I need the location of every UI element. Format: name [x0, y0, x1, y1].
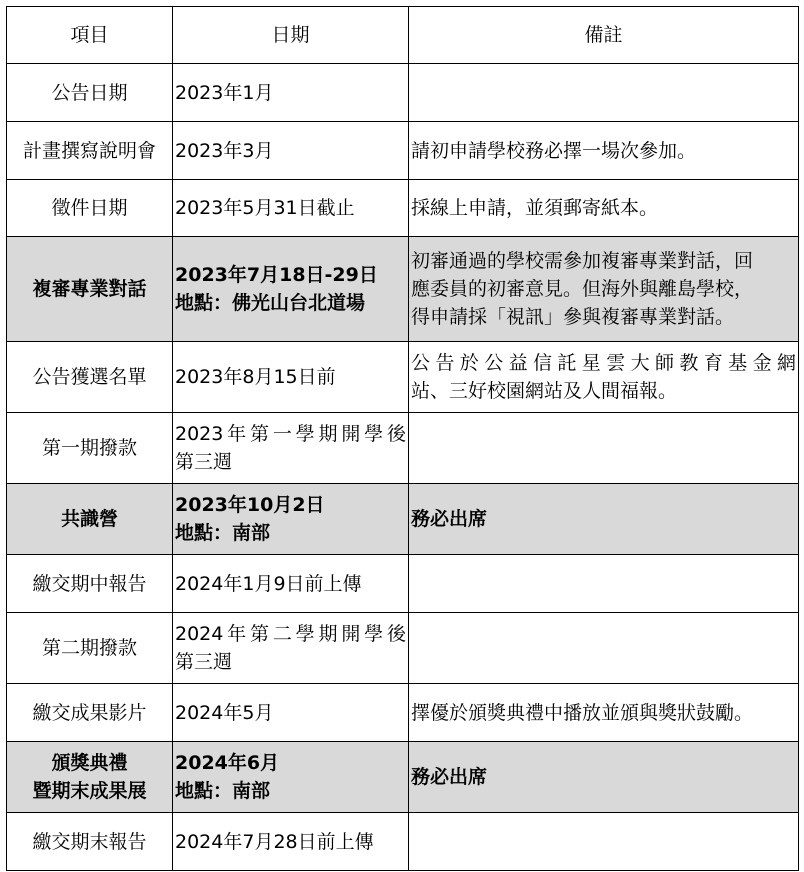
date-cell [173, 122, 409, 180]
date-cell [173, 64, 409, 122]
item-cell-line: 繳交成果影片 [32, 701, 147, 724]
note-cell-line: 初審通過的學校需參加複審專業對話，回 [411, 250, 754, 272]
item-cell-line: 暨期末成果展 [32, 780, 147, 802]
note-cell [409, 122, 799, 180]
note-cell [409, 684, 799, 742]
note-cell [409, 180, 799, 237]
date-cell [173, 342, 409, 413]
date-cell [173, 555, 409, 613]
header-note: 備註 [409, 7, 799, 64]
note-cell-line: 請初申請學校務必擇一場次參加。 [411, 139, 697, 162]
date-cell [173, 613, 409, 684]
note-cell [409, 555, 799, 613]
date-cell [173, 684, 409, 742]
date-cell-line: 地點：佛光山台北道場 [175, 292, 366, 314]
item-cell-line: 第二期撥款 [41, 637, 137, 659]
item-cell-line: 徵件日期 [51, 197, 128, 219]
item-cell [7, 555, 173, 613]
item-cell-line: 頒獎典禮 [51, 752, 128, 774]
table-header-row [7, 7, 799, 64]
date-cell [173, 813, 409, 871]
header-date: 日期 [173, 7, 409, 64]
item-cell [7, 813, 173, 871]
table-row [7, 413, 799, 484]
table-row [7, 813, 799, 871]
header-item: 項目 [7, 7, 173, 64]
date-cell-line: 第三週 [175, 651, 233, 673]
item-cell-line: 共識營 [60, 508, 118, 530]
note-cell [409, 742, 799, 813]
note-cell-line: 務必出席 [411, 766, 488, 788]
date-cell-line: 地點：南部 [175, 522, 271, 544]
item-cell [7, 742, 173, 813]
table-row [7, 555, 799, 613]
table-row [7, 342, 799, 413]
date-cell-line: 2024年6月 [175, 752, 280, 774]
date-cell-line: 2024年7月28日前上傳 [175, 830, 374, 853]
date-cell-line: 2024年第二學期開學後 [175, 623, 406, 645]
table-row [7, 64, 799, 122]
table-row [7, 237, 799, 342]
item-cell-line: 計畫撰寫說明會 [22, 139, 156, 162]
item-cell [7, 64, 173, 122]
date-cell [173, 484, 409, 555]
date-cell [173, 237, 409, 342]
item-cell [7, 237, 173, 342]
note-cell [409, 237, 799, 342]
table-row [7, 484, 799, 555]
date-cell-line: 2023年7月18日-29日 [175, 264, 378, 286]
date-cell-line: 2024年1月9日前上傳 [175, 572, 362, 595]
date-cell [173, 413, 409, 484]
item-cell [7, 484, 173, 555]
note-cell [409, 413, 799, 484]
note-cell-line: 公告於公益信託星雲大師教育基金網 [411, 352, 796, 374]
item-cell [7, 684, 173, 742]
note-cell [409, 64, 799, 122]
note-cell-line: 採線上申請，並須郵寄紙本。 [411, 197, 659, 219]
date-cell-line: 第三週 [175, 451, 233, 473]
date-cell-line: 2023年10月2日 [175, 494, 325, 516]
item-cell [7, 342, 173, 413]
item-cell [7, 122, 173, 180]
item-cell-line: 繳交期末報告 [32, 830, 147, 853]
note-cell-line: 務必出席 [411, 508, 488, 530]
table-row [7, 180, 799, 237]
date-cell-line: 2023年第一學期開學後 [175, 423, 406, 445]
table-row [7, 684, 799, 742]
item-cell-line: 複審專業對話 [32, 278, 147, 300]
date-cell-line: 2023年8月15日前 [175, 366, 336, 388]
item-cell [7, 613, 173, 684]
item-cell-line: 繳交期中報告 [32, 572, 147, 595]
item-cell-line: 公告日期 [51, 81, 128, 104]
note-cell [409, 484, 799, 555]
note-cell [409, 342, 799, 413]
date-cell-line: 2023年1月 [175, 81, 274, 104]
item-cell [7, 180, 173, 237]
table-row [7, 742, 799, 813]
note-cell-line: 得申請採「視訊」參與複審專業對話。 [411, 306, 735, 328]
date-cell-line: 2023年3月 [175, 139, 274, 162]
table-row [7, 613, 799, 684]
item-cell-line: 公告獲選名單 [32, 366, 147, 388]
date-cell-line: 2024年5月 [175, 701, 274, 724]
date-cell-line: 2023年5月31日截止 [175, 197, 355, 219]
schedule-table [6, 6, 799, 871]
item-cell-line: 第一期撥款 [41, 437, 137, 459]
date-cell [173, 180, 409, 237]
note-cell-line: 應委員的初審意見。但海外與離島學校， [411, 278, 754, 300]
date-cell-line: 地點：南部 [175, 780, 271, 802]
note-cell [409, 613, 799, 684]
note-cell-line: 站、三好校園網站及人間福報。 [411, 380, 678, 402]
table-row [7, 122, 799, 180]
date-cell [173, 742, 409, 813]
item-cell [7, 413, 173, 484]
note-cell [409, 813, 799, 871]
note-cell-line: 擇優於頒獎典禮中播放並頒與獎狀鼓勵。 [411, 701, 754, 724]
